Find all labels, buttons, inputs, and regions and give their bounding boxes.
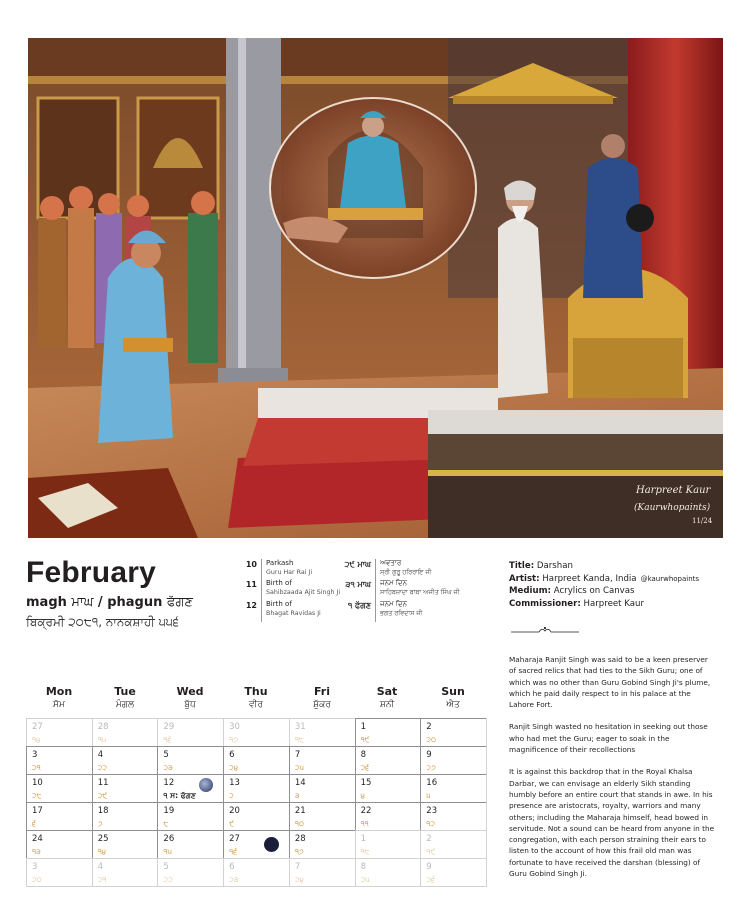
day-number: 4 xyxy=(97,862,104,872)
weekday-pa: ਸੋਮ xyxy=(53,700,65,710)
day-number: 5 xyxy=(163,750,169,760)
day-number: 20 xyxy=(229,806,240,816)
event-title-pa: ਜਨਮ ਦਿਨ xyxy=(380,600,408,608)
day-number: 24 xyxy=(32,834,43,844)
punjabi-date: ੯ xyxy=(229,819,235,828)
day-number: 28 xyxy=(97,722,109,732)
punjabi-date: ੧੯ xyxy=(426,847,436,856)
event-name-pa: ਸਾਹਿਬਜ਼ਾਦਾ ਬਾਬਾ ਅਜੀਤ ਸਿੰਘ ਜੀ xyxy=(380,589,460,596)
calendar-day-cell xyxy=(92,718,158,746)
calendar-day-cell xyxy=(420,774,486,802)
weekday-pa: ਬੁੱਧ xyxy=(184,700,196,710)
weekday-pa: ਮੰਗਲ xyxy=(115,700,135,710)
punjabi-date: ੨੩ xyxy=(229,875,239,884)
punjabi-date: ੨੫ xyxy=(360,875,370,884)
punjabi-date: ੧੯ xyxy=(360,735,370,744)
month-title: February xyxy=(26,556,156,589)
day-number: 29 xyxy=(163,722,175,732)
event-name: Guru Har Rai Ji xyxy=(266,569,313,576)
day-number: 8 xyxy=(360,750,366,760)
calendar-day-cell xyxy=(289,858,355,886)
punjabi-date: ੧੪ xyxy=(97,847,107,856)
day-number: 21 xyxy=(294,806,306,816)
weekday-pa: ਸ਼ਨੀ xyxy=(379,700,395,710)
month-sub-pa2: ਫੱਗਣ xyxy=(166,595,193,610)
day-number: 23 xyxy=(426,806,438,816)
calendar-day-cell xyxy=(289,746,355,774)
event-title-pa: ਜਨਮ ਦਿਨ xyxy=(380,579,408,587)
event-name: Bhagat Ravidas Ji xyxy=(266,610,321,617)
event-day: 10 xyxy=(245,560,257,569)
calendar-day-cell xyxy=(26,858,92,886)
grid-right-border xyxy=(486,718,487,886)
artwork-painting xyxy=(28,38,723,538)
calendar-day-cell xyxy=(420,858,486,886)
event-divider xyxy=(375,600,376,622)
calendar-day-cell xyxy=(26,830,92,858)
punjabi-date: ੧੪ xyxy=(32,735,41,744)
calendar-day-cell xyxy=(157,830,223,858)
calendar-day-cell xyxy=(26,746,92,774)
painting-illustration xyxy=(28,38,723,538)
info-artist-label: Artist: xyxy=(509,573,540,584)
punjabi-date: ੧੩ xyxy=(32,847,41,856)
day-number: 28 xyxy=(294,834,306,844)
punjabi-date: ੬ xyxy=(32,819,36,828)
calendar-day-cell xyxy=(355,746,421,774)
month-sub-separator: / xyxy=(97,595,103,610)
day-number: 27 xyxy=(32,722,43,732)
event-item xyxy=(243,600,321,622)
day-number: 15 xyxy=(360,778,372,788)
weekday-en: Sun xyxy=(441,685,465,698)
calendar-day-cell xyxy=(223,830,289,858)
day-number: 19 xyxy=(163,806,175,816)
day-number: 25 xyxy=(97,834,109,844)
month-sub-en1: magh xyxy=(26,595,67,610)
punjabi-date: ੨੫ xyxy=(294,763,304,772)
day-number: 1 xyxy=(360,834,366,844)
weekday-wed xyxy=(157,685,223,710)
punjabi-date: ੨੪ xyxy=(229,763,239,772)
svg-text:Harpreet Kaur: Harpreet Kaur xyxy=(636,485,711,496)
punjabi-date: ੨੯ xyxy=(97,791,108,800)
calendar-day-cell xyxy=(289,830,355,858)
weekday-pa: ਐਤ xyxy=(446,700,460,710)
calendar-day-cell xyxy=(26,718,92,746)
info-artist-value: Harpreet Kanda, India xyxy=(542,573,637,584)
day-number: 3 xyxy=(32,750,38,760)
event-day-pa: ੧ ਫੱਗਣ xyxy=(347,601,371,610)
month-subtitle xyxy=(26,595,193,610)
calendar-day-cell xyxy=(355,774,421,802)
weekday-pa: ਵੀਰ xyxy=(249,700,263,710)
day-number: 30 xyxy=(229,722,240,732)
calendar-day-cell xyxy=(92,858,158,886)
punjabi-date: ੧੮ xyxy=(294,735,304,744)
day-number: 3 xyxy=(32,862,38,872)
day-number: 1 xyxy=(360,722,366,732)
month-sub-pa1: ਮਾਘ xyxy=(71,595,94,610)
weekday-en: Thu xyxy=(244,685,268,698)
day-number: 10 xyxy=(32,778,43,788)
day-number: 4 xyxy=(97,750,104,760)
day-number: 7 xyxy=(294,862,301,872)
event-divider xyxy=(375,559,376,581)
punjabi-date: ੧੨ xyxy=(426,819,436,828)
punjabi-date: ੨੭ xyxy=(426,763,436,772)
punjabi-date: ੧੬ xyxy=(229,847,238,856)
punjabi-date: ੨੬ xyxy=(426,875,435,884)
calendar-day-cell xyxy=(355,718,421,746)
calendar-day-cell xyxy=(92,802,158,830)
description-paragraph: It is against this backdrop that in the Royal Khalsa Darbar, we can envisage an elderly Sikh standing humbly before an entire court that stands in awe. In his presence are aristocrats, royalty, warriors and many others; including the Maharaja himself, head bowed in servitude. Not a sound can be heard from anyone in the congregation, with each person straining their ears to listen to the account of how this frail old man was fortunate to have received the darshan (blessing) of Guru Gobind Singh Ji. xyxy=(509,767,715,879)
weekday-thu xyxy=(223,685,289,710)
punjabi-date: ੧੮ xyxy=(360,847,370,856)
artist-handle: @kaurwhopaints xyxy=(640,574,700,583)
event-day-pa: ੩੧ ਮਾਘ xyxy=(345,580,371,589)
info-medium-row xyxy=(509,585,714,598)
day-number: 31 xyxy=(294,722,306,732)
event-item-pa xyxy=(335,579,460,601)
event-item-pa xyxy=(335,559,431,581)
weekday-tue xyxy=(92,685,158,710)
calendar-day-cell xyxy=(420,746,486,774)
punjabi-date: ੨੨ xyxy=(163,875,173,884)
day-number: 8 xyxy=(360,862,366,872)
calendar-day-cell xyxy=(355,802,421,830)
day-number: 9 xyxy=(426,862,432,872)
calendar-day-cell xyxy=(420,802,486,830)
day-number: 6 xyxy=(229,862,235,872)
calendar-day-cell xyxy=(420,718,486,746)
weekday-en: Wed xyxy=(176,685,204,698)
weekday-sat xyxy=(354,685,420,710)
punjabi-date: ੨੨ xyxy=(97,763,108,772)
month-start-note: ੧ ਸ: ਫੱਗਣ xyxy=(163,791,196,800)
description-paragraph: Ranjit Singh wasted no hesitation in seeking out those who had met the Guru; eager to soak in the magnificence of their recollections xyxy=(509,722,708,755)
event-name-pa: ਭਗਤ ਰਵਿਦਾਸ ਜੀ xyxy=(380,610,423,617)
punjabi-date: ੧੬ xyxy=(163,735,172,744)
day-number: 2 xyxy=(426,722,432,732)
calendar-day-cell xyxy=(223,746,289,774)
svg-text:(Kaurwhopaints): (Kaurwhopaints) xyxy=(634,503,711,513)
month-sub-en2: phagun xyxy=(107,595,163,610)
weekday-sun xyxy=(420,685,486,710)
event-divider xyxy=(261,559,262,581)
description-paragraph: Maharaja Ranjit Singh was said to be a keen preserver of sacred relics that had ties to the Sikh Guru; one of which was no other than Guru Gobind Singh Ji's plume, which he paid daily respect to in his palace at the Lahore Fort. xyxy=(509,655,711,710)
calendar-grid xyxy=(26,718,486,886)
weekday-en: Fri xyxy=(313,685,330,698)
calendar-day-cell xyxy=(26,802,92,830)
day-number: 11 xyxy=(97,778,109,788)
event-day: 12 xyxy=(245,601,257,610)
calendar-day-cell xyxy=(223,858,289,886)
event-title-pa: ਅਵਤਾਰ xyxy=(380,559,402,567)
punjabi-date: ੧੫ xyxy=(163,847,172,856)
info-commissioner-label: Commissioner: xyxy=(509,598,581,609)
punjabi-date: ੧੧ xyxy=(360,819,369,828)
info-commissioner-row xyxy=(509,598,714,611)
calendar-day-cell xyxy=(92,774,158,802)
punjabi-date: ੭ xyxy=(97,819,103,828)
punjabi-date: ੩ xyxy=(294,791,300,800)
weekday-pa: ਸ਼ੁੱਕਰ xyxy=(313,700,331,710)
punjabi-date: ੨੪ xyxy=(294,875,304,884)
punjabi-date: ੨੮ xyxy=(32,791,42,800)
punjabi-date: ੧੭ xyxy=(294,847,304,856)
event-divider xyxy=(375,579,376,601)
grid-bottom-border xyxy=(26,886,487,887)
punjabi-date: ੮ xyxy=(163,819,169,828)
event-day-pa: ੨੯ ਮਾਘ xyxy=(344,560,371,569)
punjabi-date: ੨੬ xyxy=(360,763,370,772)
day-number: 22 xyxy=(360,806,372,816)
info-medium-value: Acrylics on Canvas xyxy=(553,586,635,597)
calendar-day-cell xyxy=(223,774,289,802)
event-divider xyxy=(261,579,262,601)
event-title: Birth of xyxy=(266,600,292,608)
day-number: 6 xyxy=(229,750,235,760)
punjabi-date: ੫ xyxy=(426,791,431,800)
day-number: 9 xyxy=(426,750,432,760)
day-number: 5 xyxy=(163,862,169,872)
event-day: 11 xyxy=(245,580,257,589)
event-item xyxy=(243,559,312,581)
day-number: 26 xyxy=(163,834,175,844)
calendar-day-cell xyxy=(223,718,289,746)
calendar-day-cell xyxy=(289,802,355,830)
punjabi-date: ੨੩ xyxy=(163,763,173,772)
calendar-day-cell xyxy=(157,746,223,774)
artwork-description xyxy=(509,654,717,890)
calendar-day-cell xyxy=(157,774,223,802)
info-title-label: Title: xyxy=(509,561,535,571)
event-item xyxy=(243,579,340,601)
moon-new-icon xyxy=(264,837,279,852)
punjabi-date: ੨੦ xyxy=(32,875,42,884)
event-title: Parkash xyxy=(266,559,294,567)
punjabi-date: ੨੧ xyxy=(97,875,107,884)
calendar-day-cell xyxy=(157,858,223,886)
event-title: Birth of xyxy=(266,579,292,587)
moon-full-icon xyxy=(199,778,213,792)
weekday-en: Tue xyxy=(114,685,136,698)
info-medium-label: Medium: xyxy=(509,586,551,597)
weekday-en: Sat xyxy=(376,685,398,698)
calendar-era-line: ਬਿਕ੍ਰਮੀ ੨੦੮੧, ਨਾਨਕਸ਼ਾਹੀ ੫੫੬ xyxy=(26,615,179,629)
calendar-day-cell xyxy=(92,746,158,774)
day-number: 7 xyxy=(294,750,301,760)
punjabi-date: ੪ xyxy=(360,791,365,800)
punjabi-date: ੧੦ xyxy=(294,819,304,828)
event-name: Sahibzaada Ajit Singh Ji xyxy=(266,589,341,596)
calendar-day-cell xyxy=(355,858,421,886)
event-name-pa: ਸ੍ਰੀ ਗੁਰੂ ਹਰਿਰਾਇ ਜੀ xyxy=(380,569,432,576)
calendar-day-cell xyxy=(157,718,223,746)
punjabi-date: ੨੧ xyxy=(32,763,41,772)
weekday-mon xyxy=(26,685,92,710)
punjabi-date: ੨ xyxy=(229,791,234,800)
day-number: 17 xyxy=(32,806,43,816)
day-number: 14 xyxy=(294,778,306,788)
calendar-day-cell xyxy=(223,802,289,830)
info-title-value: Darshan xyxy=(536,561,573,571)
event-divider xyxy=(261,600,262,622)
calendar-day-cell xyxy=(289,774,355,802)
weekday-fri xyxy=(289,685,355,710)
calendar-day-cell xyxy=(355,830,421,858)
day-number: 16 xyxy=(426,778,438,788)
day-number: 13 xyxy=(229,778,240,788)
punjabi-date: ੧੭ xyxy=(229,735,239,744)
punjabi-date: ੧੫ xyxy=(97,735,107,744)
punjabi-date: ੨੦ xyxy=(426,735,436,744)
day-number: 12 xyxy=(163,778,175,788)
artwork-info xyxy=(509,560,714,610)
info-title-row xyxy=(509,560,714,573)
calendar-day-cell xyxy=(157,802,223,830)
flourish-divider-icon xyxy=(509,625,581,637)
calendar-day-cell xyxy=(420,830,486,858)
weekday-en: Mon xyxy=(45,685,73,698)
day-number: 27 xyxy=(229,834,240,844)
day-number: 18 xyxy=(97,806,109,816)
calendar-day-cell xyxy=(92,830,158,858)
info-commissioner-value: Harpreet Kaur xyxy=(583,598,644,609)
info-artist-row xyxy=(509,573,714,586)
day-number: 2 xyxy=(426,834,432,844)
svg-text:11/24: 11/24 xyxy=(692,517,713,525)
calendar-day-cell xyxy=(289,718,355,746)
event-item-pa xyxy=(335,600,422,622)
calendar-day-cell xyxy=(26,774,92,802)
